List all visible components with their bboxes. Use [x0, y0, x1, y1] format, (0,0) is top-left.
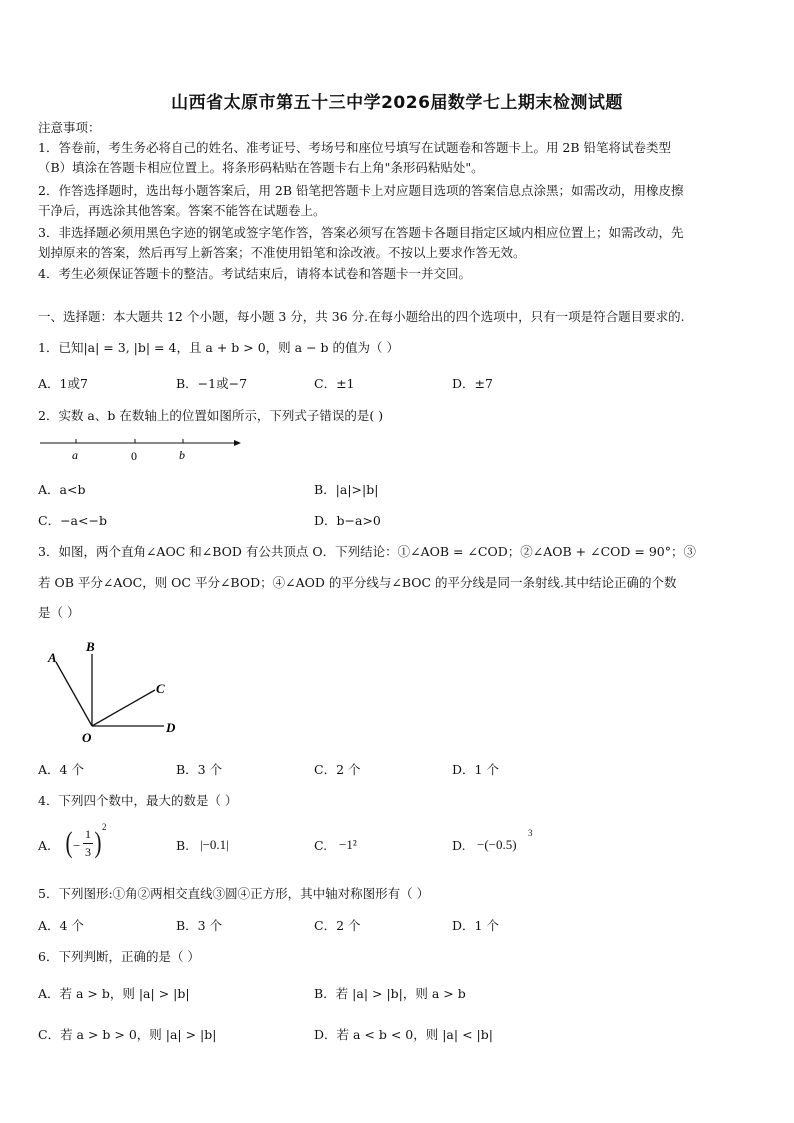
q5-option-a: A．4 个 — [38, 918, 84, 933]
minus-sign: − — [73, 838, 81, 853]
q6-option-d: D．若 a < b < 0，则 |a| < |b| — [314, 1027, 493, 1042]
ray-oc — [92, 690, 155, 726]
q3-option-d: D．1 个 — [452, 762, 499, 777]
q4-option-a-letter: A. — [38, 838, 52, 853]
label-d: D — [166, 720, 176, 735]
axis-label-b: b — [179, 448, 185, 462]
q2-option-b: B．|a|>|b| — [314, 482, 379, 497]
q5-option-d: D．1 个 — [452, 918, 499, 933]
question-2-stem: 2．实数 a、b 在数轴上的位置如图所示，下列式子错误的是( ) — [38, 408, 384, 423]
arrow-icon — [234, 440, 241, 446]
axis-label-a: a — [72, 448, 78, 462]
q1-option-a: A．1或7 — [38, 376, 88, 391]
fraction-bar — [83, 843, 93, 844]
q5-option-c: C．2 个 — [314, 918, 361, 933]
question-1-stem: 1．已知|a| = 3, |b| = 4，且 a + b > 0，则 a − b 的值为（ ） — [38, 340, 399, 355]
label-b: B — [86, 639, 95, 654]
section-heading: 一、选择题：本大题共 12 个小题，每小题 3 分，共 36 分.在每小题给出的四个选项中，只有一项是符合题目要求的. — [38, 309, 685, 324]
q4-option-d-letter: D. — [452, 838, 466, 853]
notes-heading: 注意事项： — [38, 120, 101, 135]
angle-figure — [40, 636, 190, 746]
q2-option-c: C．−a<−b — [38, 513, 107, 528]
question-3-line-2: 若 OB 平分∠AOC，则 OC 平分∠BOD；④∠AOD 的平分线与∠BOC 的平分线是同一条射线.其中结论正确的个数 — [38, 575, 677, 590]
ray-oa — [56, 662, 92, 726]
note-line: 4．考生必须保证答题卡的整洁。考试结束后，请将本试卷和答题卡一并交回。 — [38, 266, 471, 281]
q3-option-b: B．3 个 — [176, 762, 223, 777]
note-line: 1．答卷前，考生务必将自己的姓名、准考证号、考场号和座位号填写在试题卷和答题卡上。用 2B 铅笔将试卷类型 — [38, 140, 672, 155]
q2-option-d: D．b−a>0 — [314, 513, 381, 528]
label-o: O — [82, 730, 92, 745]
question-3-line-1: 3．如图，两个直角∠AOC 和∠BOD 有公共顶点 O．下列结论：①∠AOB = ∠COD；②∠AOB + ∠COD = 90°；③ — [38, 544, 696, 559]
q4-option-d-exponent: 3 — [528, 828, 533, 838]
label-a: A — [48, 650, 57, 665]
q4-option-a-math — [64, 822, 108, 868]
q4-option-b-math: |−0.1| — [200, 837, 229, 852]
question-5-stem: 5．下列图形:①角②两相交直线③圆④正方形，其中轴对称图形有（ ） — [38, 886, 430, 901]
q2-option-a: A．a<b — [38, 482, 86, 497]
number-line-figure — [36, 432, 246, 466]
note-line: 2．作答选择题时，选出每小题答案后，用 2B 铅笔把答题卡上对应题目选项的答案信息点涂黑；如需改动，用橡皮擦 — [38, 183, 684, 198]
note-line: 3．非选择题必须用黑色字迹的钢笔或签字笔作答，答案必须写在答题卡各题目指定区域内相应位置上；如需改动，先 — [38, 225, 684, 240]
page-title: 山西省太原市第五十三中学2026届数学七上期末检测试题 — [171, 93, 623, 113]
q6-option-b: B．若 |a| > |b|，则 a > b — [314, 986, 466, 1001]
q4-option-c-letter: C. — [314, 838, 328, 853]
note-line: 划掉原来的答案，然后再写上新答案；不准使用铅笔和涂改液。不按以上要求作答无效。 — [38, 245, 526, 260]
question-4-stem: 4．下列四个数中，最大的数是（ ） — [38, 793, 238, 808]
q1-option-d: D．±7 — [452, 376, 493, 391]
fraction-denominator: 3 — [85, 845, 91, 859]
question-6-stem: 6．下列判断，正确的是（ ） — [38, 949, 200, 964]
q4-option-c-math: −1² — [339, 837, 357, 852]
note-line: （B）填涂在答题卡相应位置上。将条形码粘贴在答题卡右上角"条形码粘贴处"。 — [38, 160, 484, 175]
q3-option-c: C．2 个 — [314, 762, 361, 777]
q3-option-a: A．4 个 — [38, 762, 84, 777]
fraction-numerator: 1 — [85, 827, 91, 841]
q1-option-b: B．−1或−7 — [176, 376, 248, 391]
q6-option-a: A．若 a > b，则 |a| > |b| — [38, 986, 190, 1001]
label-c: C — [156, 681, 165, 696]
paren-right: ) — [94, 826, 102, 859]
paren-left: ( — [65, 826, 73, 859]
exponent: 2 — [102, 822, 107, 832]
q4-option-b-letter: B. — [176, 838, 190, 853]
q5-option-b: B．3 个 — [176, 918, 223, 933]
axis-label-zero: 0 — [131, 449, 137, 463]
note-line: 干净后，再选涂其他答案。答案不能答在试题卷上。 — [38, 203, 326, 218]
q4-option-d-math: −(−0.5) — [477, 837, 517, 852]
q6-option-c: C．若 a > b > 0，则 |a| > |b| — [38, 1027, 217, 1042]
q1-option-c: C．±1 — [314, 376, 355, 391]
question-3-line-3: 是（ ） — [38, 605, 80, 620]
